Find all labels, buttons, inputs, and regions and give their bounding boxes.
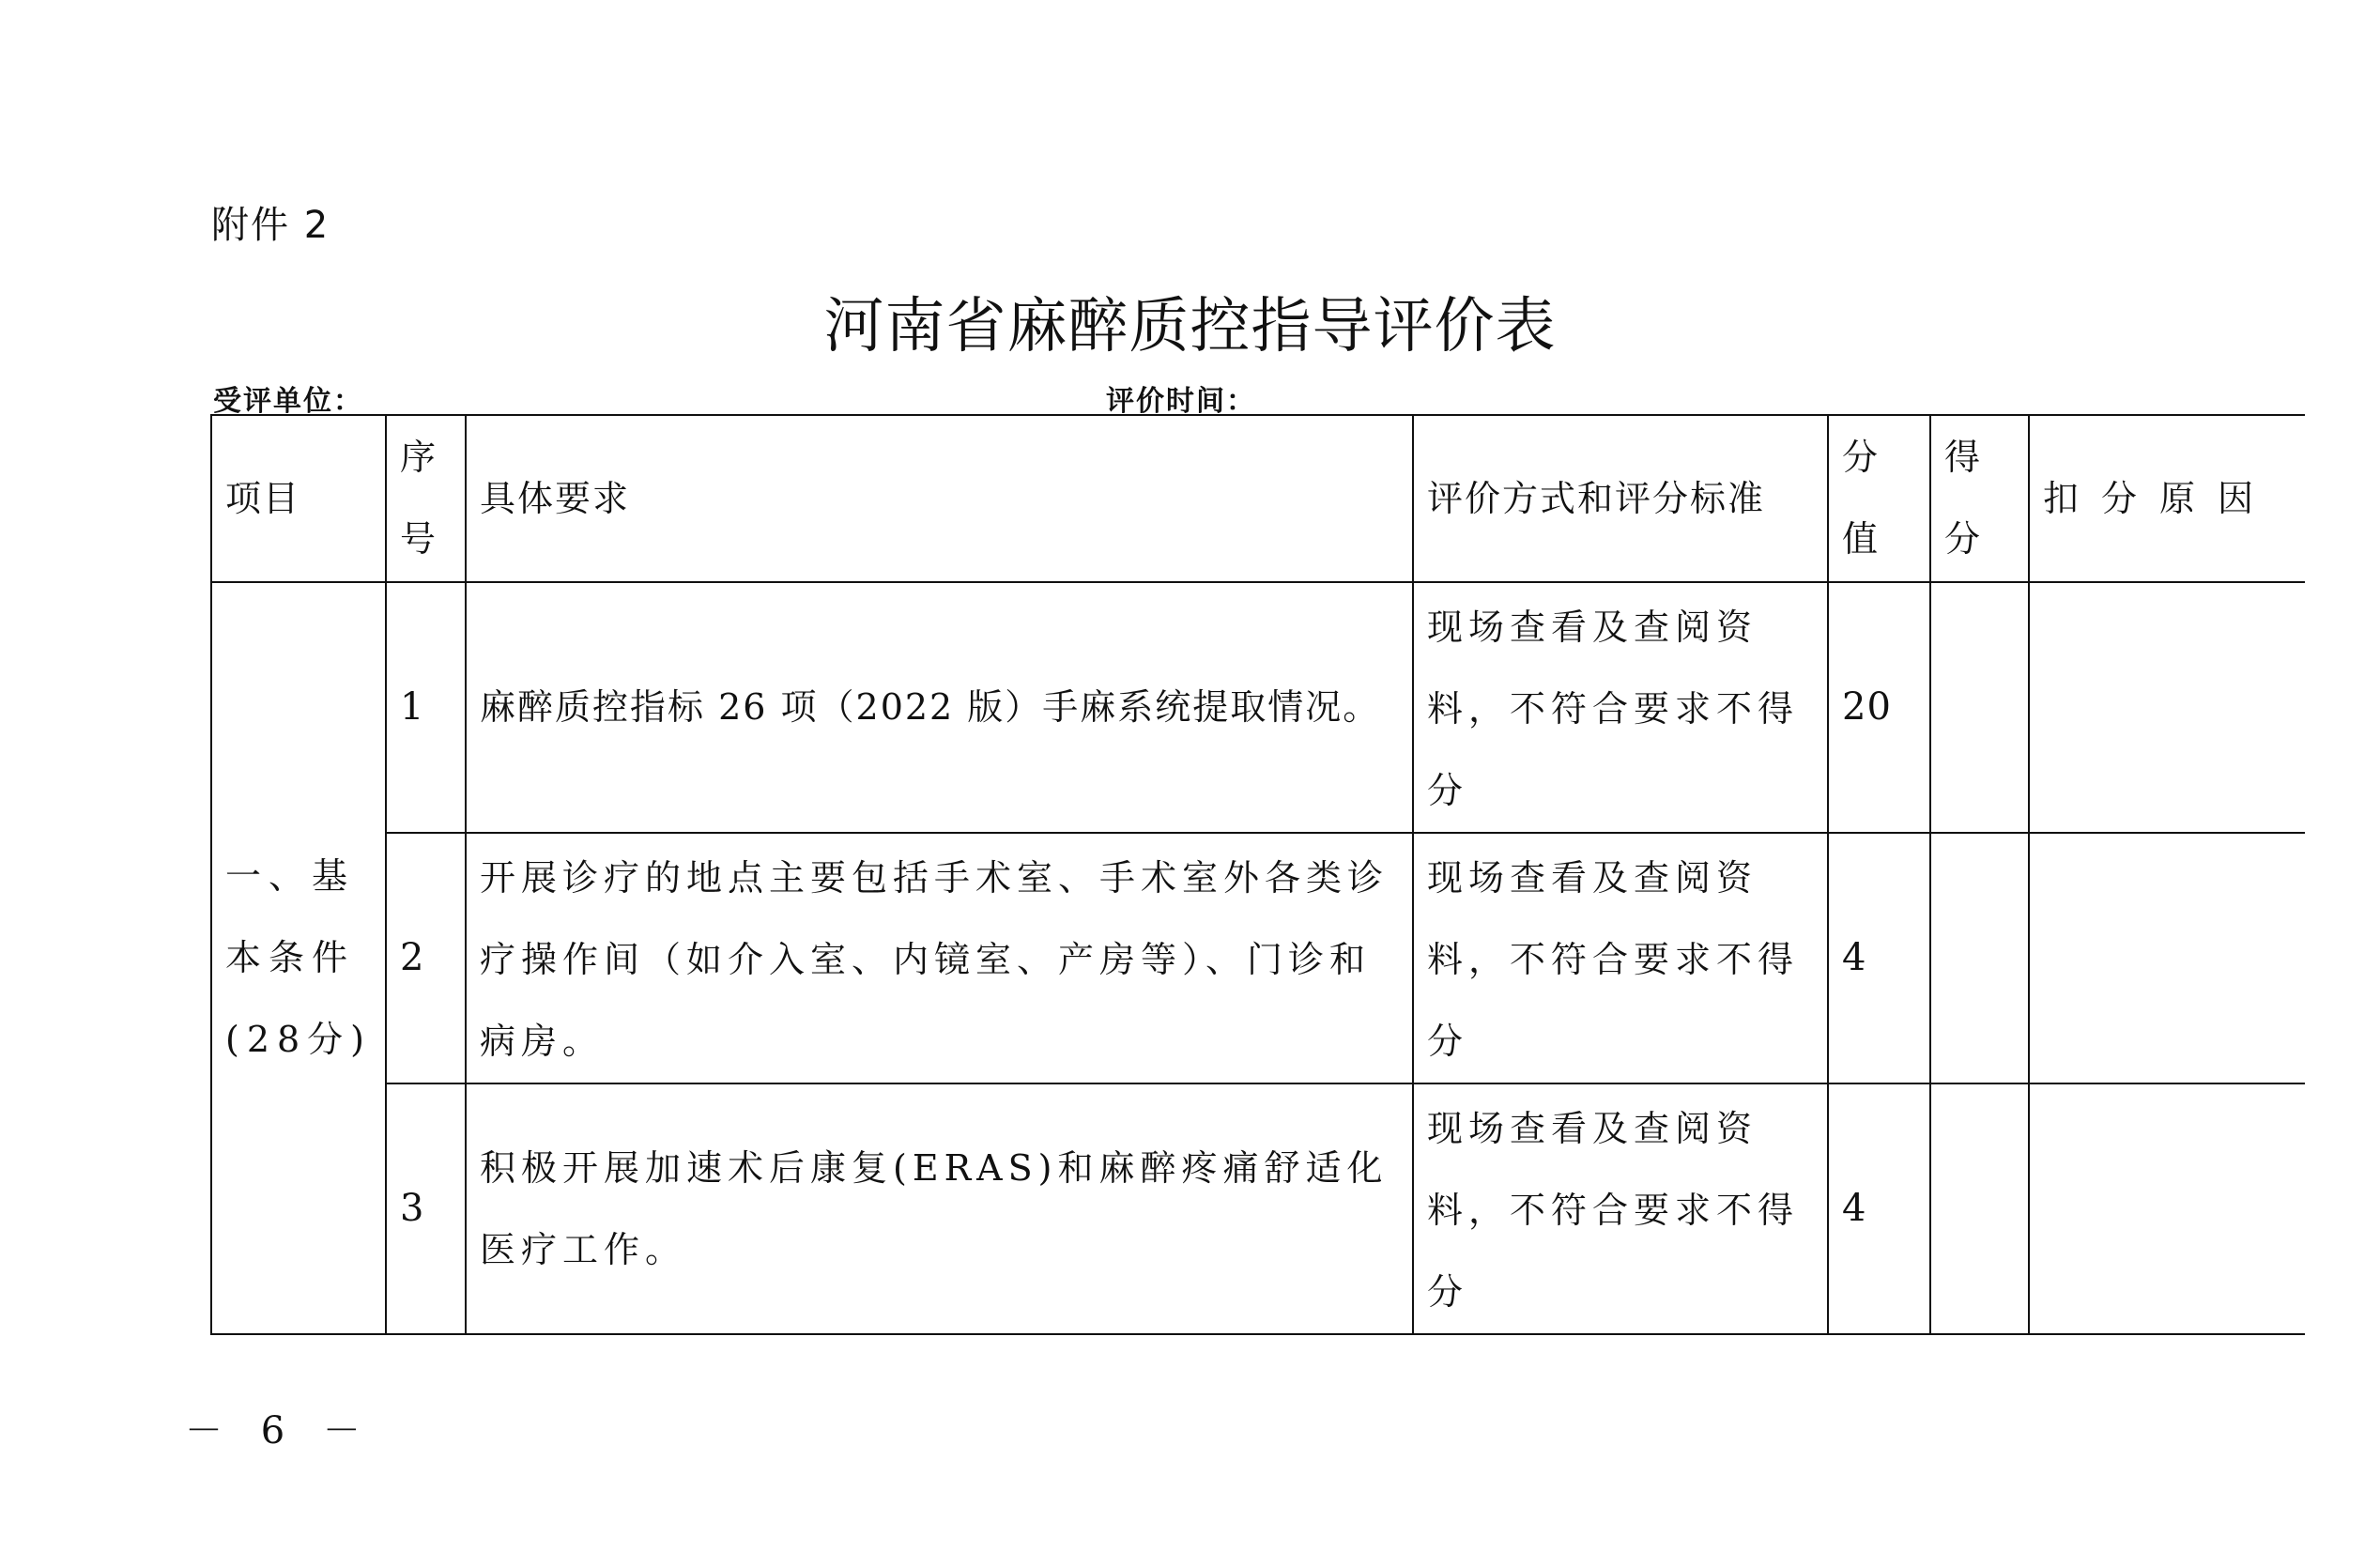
header-seq: 序号 <box>386 415 466 582</box>
seq-cell: 3 <box>386 1083 466 1334</box>
header-score: 分值 <box>1828 415 1930 582</box>
header-reason: 扣分原因 <box>2029 415 2305 582</box>
requirement-cell: 积极开展加速术后康复(ERAS)和麻醉疼痛舒适化医疗工作。 <box>466 1083 1413 1334</box>
score-cell: 4 <box>1828 833 1930 1083</box>
evaluated-unit-label: 受评单位： <box>213 385 363 418</box>
attachment-label: 附件 2 <box>211 204 330 247</box>
requirement-cell: 开展诊疗的地点主要包括手术室、手术室外各类诊疗操作间（如介入室、内镜室、产房等）、门诊和病房。 <box>466 833 1413 1083</box>
method-cell: 现场查看及查阅资料，不符合要求不得分 <box>1413 833 1828 1083</box>
seq-cell: 2 <box>386 833 466 1083</box>
evaluation-table <box>210 414 2305 1335</box>
evaluation-time-label: 评价时间： <box>1106 385 1256 418</box>
obtained-cell <box>1930 582 2029 833</box>
header-method: 评价方式和评分标准 <box>1413 415 1828 582</box>
table-row <box>211 582 2305 833</box>
header-obtained: 得分 <box>1930 415 2029 582</box>
document-title: 河南省麻醉质控指导评价表 <box>823 292 1557 361</box>
header-item: 项目 <box>211 415 386 582</box>
score-cell: 4 <box>1828 1083 1930 1334</box>
page-number: － 6 － <box>185 1409 374 1452</box>
reason-cell <box>2029 582 2305 833</box>
table-row <box>211 1083 2305 1334</box>
method-cell: 现场查看及查阅资料，不符合要求不得分 <box>1413 582 1828 833</box>
reason-cell <box>2029 1083 2305 1334</box>
reason-cell <box>2029 833 2305 1083</box>
requirement-cell: 麻醉质控指标 26 项（2022 版）手麻系统提取情况。 <box>466 582 1413 833</box>
table-header-row <box>211 415 2305 582</box>
seq-cell: 1 <box>386 582 466 833</box>
obtained-cell <box>1930 833 2029 1083</box>
method-cell: 现场查看及查阅资料，不符合要求不得分 <box>1413 1083 1828 1334</box>
table-row <box>211 833 2305 1083</box>
score-cell: 20 <box>1828 582 1930 833</box>
category-cell: 一、基本条件(28分) <box>211 582 386 1334</box>
obtained-cell <box>1930 1083 2029 1334</box>
header-requirement: 具体要求 <box>466 415 1413 582</box>
